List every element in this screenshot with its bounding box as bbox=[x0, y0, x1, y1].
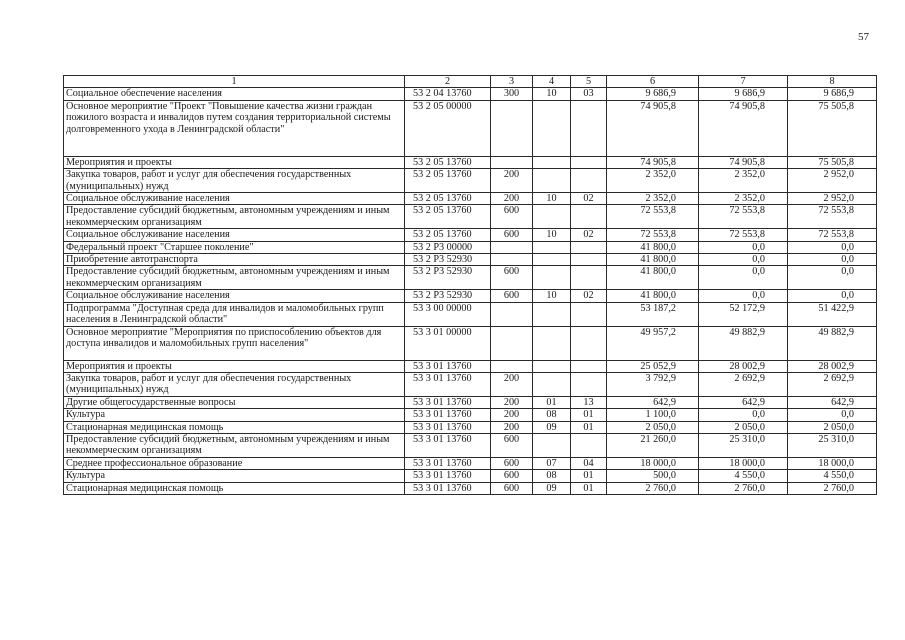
cell-amount-8: 2 692,9 bbox=[788, 372, 877, 396]
cell-expense-type bbox=[491, 241, 533, 253]
cell-amount-8: 0,0 bbox=[788, 290, 877, 302]
cell-amount-7: 2 760,0 bbox=[699, 482, 788, 494]
cell-amount-7: 74 905,8 bbox=[699, 156, 788, 168]
cell-code: 53 2 05 13760 bbox=[405, 229, 491, 241]
cell-code: 53 2 Р3 52930 bbox=[405, 290, 491, 302]
header-cell: 3 bbox=[491, 76, 533, 88]
cell-code: 53 3 01 13760 bbox=[405, 433, 491, 457]
cell-expense-type: 200 bbox=[491, 409, 533, 421]
table-row bbox=[64, 302, 877, 326]
cell-subsection bbox=[571, 254, 607, 266]
table-body bbox=[64, 88, 877, 495]
cell-subsection bbox=[571, 326, 607, 360]
cell-amount-8: 2 952,0 bbox=[788, 193, 877, 205]
cell-amount-7: 642,9 bbox=[699, 396, 788, 408]
cell-subsection: 13 bbox=[571, 396, 607, 408]
cell-section bbox=[533, 254, 571, 266]
cell-code: 53 3 01 13760 bbox=[405, 360, 491, 372]
cell-amount-6: 3 792,9 bbox=[607, 372, 699, 396]
cell-expense-type: 200 bbox=[491, 193, 533, 205]
cell-subsection: 02 bbox=[571, 193, 607, 205]
cell-expense-type: 200 bbox=[491, 396, 533, 408]
cell-amount-6: 41 800,0 bbox=[607, 254, 699, 266]
cell-section bbox=[533, 302, 571, 326]
cell-amount-7: 0,0 bbox=[699, 266, 788, 290]
cell-section bbox=[533, 266, 571, 290]
cell-code: 53 2 Р3 52930 bbox=[405, 266, 491, 290]
cell-code: 53 3 01 13760 bbox=[405, 372, 491, 396]
cell-amount-7: 9 686,9 bbox=[699, 88, 788, 100]
cell-amount-6: 41 800,0 bbox=[607, 266, 699, 290]
cell-name: Среднее профессиональное образование bbox=[64, 457, 405, 469]
cell-amount-6: 25 052,9 bbox=[607, 360, 699, 372]
cell-subsection bbox=[571, 360, 607, 372]
cell-name: Предоставление субсидий бюджетным, автономным учреждениям и иным некоммерческим организациям bbox=[64, 266, 405, 290]
cell-name: Социальное обеспечение населения bbox=[64, 88, 405, 100]
cell-code: 53 3 01 13760 bbox=[405, 421, 491, 433]
cell-section bbox=[533, 100, 571, 156]
cell-section bbox=[533, 156, 571, 168]
cell-section: 01 bbox=[533, 396, 571, 408]
cell-subsection bbox=[571, 302, 607, 326]
cell-amount-6: 2 760,0 bbox=[607, 482, 699, 494]
cell-amount-7: 25 310,0 bbox=[699, 433, 788, 457]
table-row bbox=[64, 290, 877, 302]
table-row bbox=[64, 470, 877, 482]
cell-name: Приобретение автотранспорта bbox=[64, 254, 405, 266]
cell-expense-type: 600 bbox=[491, 205, 533, 229]
cell-name: Культура bbox=[64, 409, 405, 421]
cell-subsection bbox=[571, 156, 607, 168]
cell-code: 53 3 00 00000 bbox=[405, 302, 491, 326]
cell-expense-type: 600 bbox=[491, 266, 533, 290]
cell-amount-8: 0,0 bbox=[788, 254, 877, 266]
cell-name: Подпрограмма "Доступная среда для инвалидов и маломобильных групп населения в Ленинградской области" bbox=[64, 302, 405, 326]
cell-amount-8: 25 310,0 bbox=[788, 433, 877, 457]
cell-subsection: 02 bbox=[571, 229, 607, 241]
cell-amount-8: 642,9 bbox=[788, 396, 877, 408]
budget-table bbox=[63, 75, 877, 495]
table-row bbox=[64, 229, 877, 241]
cell-amount-7: 2 352,0 bbox=[699, 193, 788, 205]
table-row bbox=[64, 156, 877, 168]
cell-name: Социальное обслуживание населения bbox=[64, 290, 405, 302]
cell-expense-type: 600 bbox=[491, 290, 533, 302]
cell-subsection bbox=[571, 169, 607, 193]
cell-name: Федеральный проект "Старшее поколение" bbox=[64, 241, 405, 253]
cell-subsection bbox=[571, 266, 607, 290]
header-cell: 6 bbox=[607, 76, 699, 88]
cell-code: 53 3 01 13760 bbox=[405, 482, 491, 494]
cell-amount-7: 72 553,8 bbox=[699, 229, 788, 241]
table-row bbox=[64, 100, 877, 156]
cell-name: Стационарная медицинская помощь bbox=[64, 482, 405, 494]
table-row bbox=[64, 326, 877, 360]
cell-amount-7: 2 692,9 bbox=[699, 372, 788, 396]
table-row bbox=[64, 193, 877, 205]
cell-section: 07 bbox=[533, 457, 571, 469]
cell-subsection bbox=[571, 100, 607, 156]
cell-name: Мероприятия и проекты bbox=[64, 360, 405, 372]
cell-expense-type: 200 bbox=[491, 372, 533, 396]
cell-amount-6: 41 800,0 bbox=[607, 241, 699, 253]
header-row bbox=[64, 76, 877, 88]
table-row bbox=[64, 433, 877, 457]
cell-expense-type: 200 bbox=[491, 421, 533, 433]
cell-code: 53 2 05 00000 bbox=[405, 100, 491, 156]
cell-amount-8: 2 952,0 bbox=[788, 169, 877, 193]
cell-name: Стационарная медицинская помощь bbox=[64, 421, 405, 433]
cell-code: 53 2 05 13760 bbox=[405, 156, 491, 168]
table-row bbox=[64, 421, 877, 433]
cell-subsection: 01 bbox=[571, 421, 607, 433]
cell-name: Предоставление субсидий бюджетным, автономным учреждениям и иным некоммерческим организациям bbox=[64, 433, 405, 457]
cell-expense-type: 600 bbox=[491, 470, 533, 482]
cell-subsection bbox=[571, 205, 607, 229]
cell-amount-6: 2 352,0 bbox=[607, 193, 699, 205]
cell-section bbox=[533, 169, 571, 193]
cell-amount-7: 2 352,0 bbox=[699, 169, 788, 193]
table-row bbox=[64, 254, 877, 266]
cell-amount-8: 28 002,9 bbox=[788, 360, 877, 372]
cell-section bbox=[533, 360, 571, 372]
cell-code: 53 2 05 13760 bbox=[405, 193, 491, 205]
cell-amount-6: 72 553,8 bbox=[607, 229, 699, 241]
cell-code: 53 2 Р3 52930 bbox=[405, 254, 491, 266]
cell-amount-6: 2 352,0 bbox=[607, 169, 699, 193]
cell-subsection: 01 bbox=[571, 470, 607, 482]
table-row bbox=[64, 169, 877, 193]
cell-amount-6: 53 187,2 bbox=[607, 302, 699, 326]
cell-amount-8: 75 505,8 bbox=[788, 156, 877, 168]
cell-section: 10 bbox=[533, 290, 571, 302]
cell-amount-6: 74 905,8 bbox=[607, 100, 699, 156]
cell-section: 09 bbox=[533, 421, 571, 433]
cell-amount-8: 51 422,9 bbox=[788, 302, 877, 326]
cell-expense-type bbox=[491, 254, 533, 266]
cell-amount-8: 75 505,8 bbox=[788, 100, 877, 156]
cell-amount-8: 49 882,9 bbox=[788, 326, 877, 360]
cell-section bbox=[533, 326, 571, 360]
cell-amount-7: 49 882,9 bbox=[699, 326, 788, 360]
cell-amount-7: 2 050,0 bbox=[699, 421, 788, 433]
table-row bbox=[64, 457, 877, 469]
cell-code: 53 2 05 13760 bbox=[405, 169, 491, 193]
cell-name: Культура bbox=[64, 470, 405, 482]
cell-amount-6: 642,9 bbox=[607, 396, 699, 408]
cell-name: Социальное обслуживание населения bbox=[64, 229, 405, 241]
header-cell: 4 bbox=[533, 76, 571, 88]
cell-amount-8: 72 553,8 bbox=[788, 205, 877, 229]
cell-section bbox=[533, 241, 571, 253]
cell-section: 10 bbox=[533, 229, 571, 241]
cell-amount-8: 72 553,8 bbox=[788, 229, 877, 241]
cell-amount-7: 74 905,8 bbox=[699, 100, 788, 156]
cell-code: 53 3 01 13760 bbox=[405, 396, 491, 408]
cell-expense-type: 600 bbox=[491, 482, 533, 494]
cell-amount-7: 72 553,8 bbox=[699, 205, 788, 229]
cell-expense-type: 600 bbox=[491, 457, 533, 469]
cell-code: 53 2 Р3 00000 bbox=[405, 241, 491, 253]
cell-section: 10 bbox=[533, 193, 571, 205]
cell-section: 08 bbox=[533, 409, 571, 421]
cell-code: 53 3 01 13760 bbox=[405, 409, 491, 421]
cell-name: Закупка товаров, работ и услуг для обеспечения государственных (муниципальных) нужд bbox=[64, 372, 405, 396]
cell-code: 53 2 05 13760 bbox=[405, 205, 491, 229]
table-row bbox=[64, 396, 877, 408]
cell-amount-7: 0,0 bbox=[699, 409, 788, 421]
table-row bbox=[64, 266, 877, 290]
cell-subsection: 01 bbox=[571, 409, 607, 421]
cell-subsection: 01 bbox=[571, 482, 607, 494]
table-row bbox=[64, 205, 877, 229]
cell-section: 08 bbox=[533, 470, 571, 482]
table-row bbox=[64, 372, 877, 396]
cell-name: Основное мероприятие "Мероприятия по приспособлению объектов для доступа инвалидов и маломобильных групп населения" bbox=[64, 326, 405, 360]
table-row bbox=[64, 88, 877, 100]
cell-expense-type bbox=[491, 156, 533, 168]
cell-amount-6: 9 686,9 bbox=[607, 88, 699, 100]
cell-amount-6: 2 050,0 bbox=[607, 421, 699, 433]
cell-expense-type: 600 bbox=[491, 229, 533, 241]
cell-name: Предоставление субсидий бюджетным, автономным учреждениям и иным некоммерческим организациям bbox=[64, 205, 405, 229]
cell-subsection: 04 bbox=[571, 457, 607, 469]
cell-subsection bbox=[571, 372, 607, 396]
cell-expense-type: 300 bbox=[491, 88, 533, 100]
cell-expense-type bbox=[491, 302, 533, 326]
header-cell: 1 bbox=[64, 76, 405, 88]
table-row bbox=[64, 360, 877, 372]
cell-amount-6: 74 905,8 bbox=[607, 156, 699, 168]
cell-subsection: 03 bbox=[571, 88, 607, 100]
cell-amount-7: 0,0 bbox=[699, 290, 788, 302]
cell-code: 53 3 01 13760 bbox=[405, 457, 491, 469]
cell-amount-8: 0,0 bbox=[788, 241, 877, 253]
cell-section bbox=[533, 433, 571, 457]
table-row bbox=[64, 241, 877, 253]
cell-expense-type: 200 bbox=[491, 169, 533, 193]
cell-name: Другие общегосударственные вопросы bbox=[64, 396, 405, 408]
header-cell: 7 bbox=[699, 76, 788, 88]
cell-section bbox=[533, 205, 571, 229]
cell-name: Закупка товаров, работ и услуг для обеспечения государственных (муниципальных) нужд bbox=[64, 169, 405, 193]
cell-subsection: 02 bbox=[571, 290, 607, 302]
header-cell: 8 bbox=[788, 76, 877, 88]
cell-expense-type bbox=[491, 326, 533, 360]
cell-amount-8: 9 686,9 bbox=[788, 88, 877, 100]
cell-expense-type bbox=[491, 360, 533, 372]
cell-amount-7: 18 000,0 bbox=[699, 457, 788, 469]
cell-amount-6: 500,0 bbox=[607, 470, 699, 482]
cell-code: 53 3 01 13760 bbox=[405, 470, 491, 482]
cell-code: 53 2 04 13760 bbox=[405, 88, 491, 100]
cell-amount-6: 18 000,0 bbox=[607, 457, 699, 469]
cell-name: Социальное обслуживание населения bbox=[64, 193, 405, 205]
cell-section bbox=[533, 372, 571, 396]
cell-amount-7: 28 002,9 bbox=[699, 360, 788, 372]
cell-amount-6: 21 260,0 bbox=[607, 433, 699, 457]
cell-section: 09 bbox=[533, 482, 571, 494]
cell-code: 53 3 01 00000 bbox=[405, 326, 491, 360]
table-row bbox=[64, 409, 877, 421]
cell-amount-7: 0,0 bbox=[699, 241, 788, 253]
cell-amount-8: 18 000,0 bbox=[788, 457, 877, 469]
cell-subsection bbox=[571, 241, 607, 253]
cell-amount-8: 2 050,0 bbox=[788, 421, 877, 433]
cell-amount-6: 41 800,0 bbox=[607, 290, 699, 302]
cell-amount-6: 1 100,0 bbox=[607, 409, 699, 421]
cell-amount-6: 49 957,2 bbox=[607, 326, 699, 360]
cell-amount-6: 72 553,8 bbox=[607, 205, 699, 229]
cell-amount-7: 4 550,0 bbox=[699, 470, 788, 482]
cell-amount-7: 0,0 bbox=[699, 254, 788, 266]
cell-name: Основное мероприятие "Проект "Повышение качества жизни граждан пожилого возраста и инвалидов путем создания территориальной системы долговременного ухода в Ленинградской области" bbox=[64, 100, 405, 156]
cell-amount-8: 4 550,0 bbox=[788, 470, 877, 482]
table-row bbox=[64, 482, 877, 494]
header-cell: 2 bbox=[405, 76, 491, 88]
cell-section: 10 bbox=[533, 88, 571, 100]
cell-name: Мероприятия и проекты bbox=[64, 156, 405, 168]
cell-amount-8: 2 760,0 bbox=[788, 482, 877, 494]
cell-amount-7: 52 172,9 bbox=[699, 302, 788, 326]
cell-amount-8: 0,0 bbox=[788, 266, 877, 290]
cell-expense-type: 600 bbox=[491, 433, 533, 457]
header-cell: 5 bbox=[571, 76, 607, 88]
cell-amount-8: 0,0 bbox=[788, 409, 877, 421]
cell-expense-type bbox=[491, 100, 533, 156]
page-number: 57 bbox=[858, 31, 869, 43]
cell-subsection bbox=[571, 433, 607, 457]
